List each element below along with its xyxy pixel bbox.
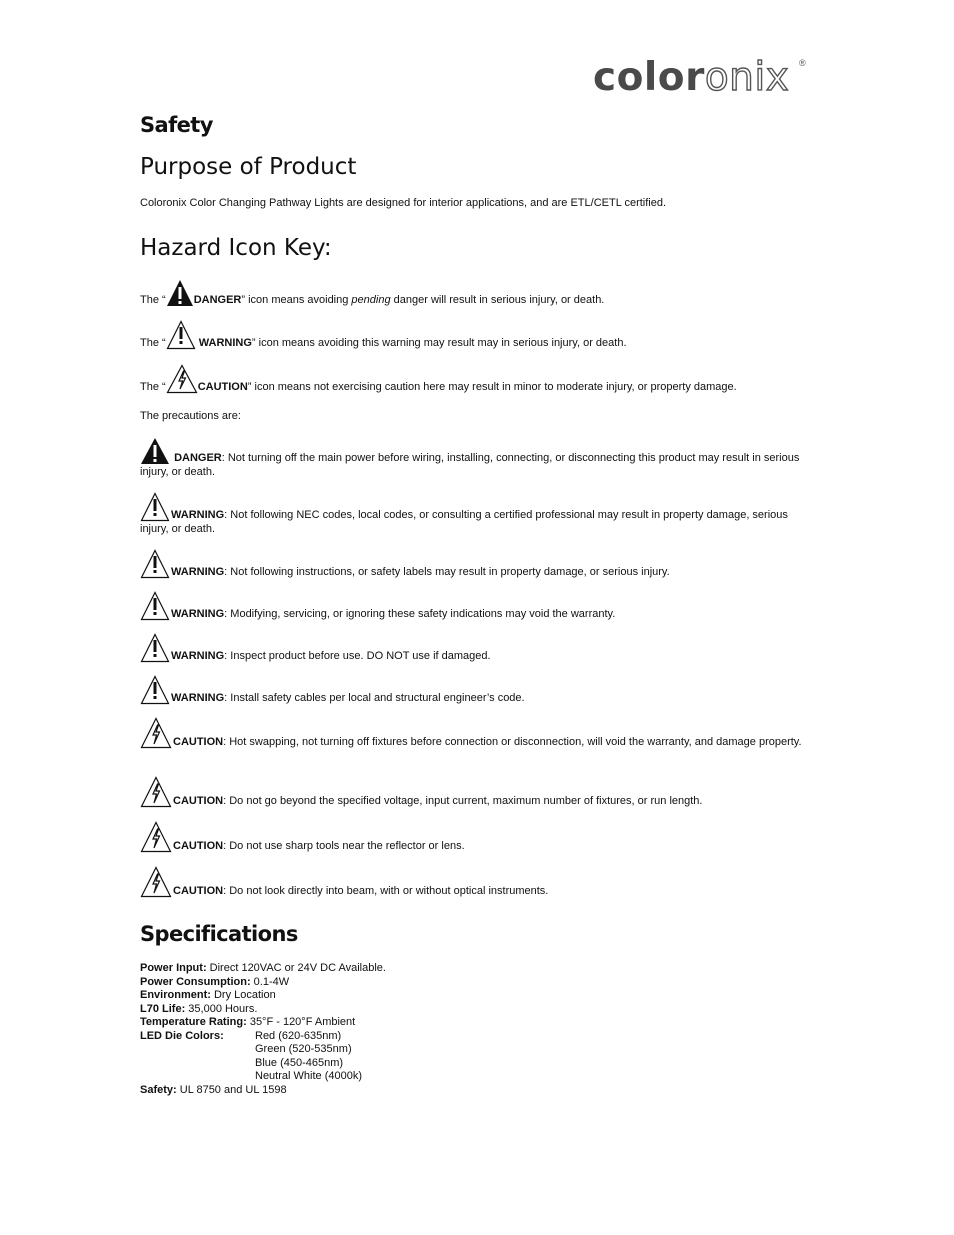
precaution-label: WARNING [171,566,225,578]
spec-led-colors: LED Die Colors: Red (620-635nm) [140,1029,342,1042]
precaution-text: : Not following instructions, or safety labels may result in property damage, or serious injury. [224,566,670,578]
key-danger-line: The “ DANGER” icon means avoiding pending danger will result in serious injury, or death. [140,279,604,307]
spec-environment: Environment: Dry Location [140,989,276,1001]
precaution-text: : Do not use sharp tools near the reflector or lens. [223,840,465,852]
purpose-heading: Purpose of Product [140,154,357,180]
precaution-warning [140,675,805,705]
precaution-text: : Inspect product before use. DO NOT use if damaged. [224,650,491,662]
precaution-label: WARNING [171,509,225,521]
spec-led-color: Blue (450-465nm) [255,1056,344,1069]
safety-heading: Safety [140,113,213,137]
precaution-text: : Install safety cables per local and structural engineer’s code. [224,692,525,704]
precaution-warning [140,492,805,536]
precaution-text: : Do not look directly into beam, with or without optical instruments. [223,885,549,897]
spec-led-color: Green (520-535nm) [255,1043,352,1055]
precaution-label: CAUTION [173,885,224,897]
precaution-label: WARNING [171,692,225,704]
warning-icon [140,549,170,579]
purpose-text: Coloronix Color Changing Pathway Lights are designed for interior applications, and are ETL/CETL certified. [140,197,667,209]
precaution-label: CAUTION [173,736,224,748]
precaution-caution [140,821,805,853]
spec-l70-life: L70 Life: 35,000 Hours. [140,1002,258,1015]
precautions-intro: The precautions are: [140,410,241,422]
caution-icon [140,776,172,808]
precaution-label: DANGER [174,452,222,464]
precaution-label: WARNING [171,650,225,662]
precaution-caution [140,776,805,808]
specifications-heading: Specifications [140,922,298,946]
coloronix-logo [593,55,813,100]
precaution-text: : Modifying, servicing, or ignoring these safety indications may void the warranty. [224,608,616,620]
precaution-danger [140,437,805,479]
precaution-text: : Do not go beyond the specified voltage, input current, maximum number of fixtures, or run length. [223,795,703,807]
spec-safety: Safety: UL 8750 and UL 1598 [140,1083,287,1096]
warning-icon [140,591,170,621]
caution-icon [140,821,172,853]
precaution-warning [140,549,805,579]
precaution-text: : Not turning off the main power before wiring, installing, connecting, or disconnecting this product may result in serious injury, or death. [140,452,800,478]
precaution-caution [140,866,805,898]
caution-icon [166,364,198,394]
precaution-warning [140,633,805,663]
registered-mark: ® [799,58,806,68]
precaution-label: CAUTION [173,840,224,852]
spec-led-color: Neutral White (4000k) [255,1070,362,1082]
warning-icon [140,633,170,663]
danger-icon [140,437,170,465]
precaution-label: CAUTION [173,795,224,807]
caution-icon [140,717,172,749]
spec-power-consumption: Power Consumption: 0.1-4W [140,975,290,988]
caution-icon [140,866,172,898]
precaution-text: : Hot swapping, not turning off fixtures before connection or disconnection, will void the warranty, and damage property. [223,736,802,748]
precaution-label: WARNING [171,608,225,620]
key-caution-line: The “ CAUTION” icon means not exercising caution here may result in minor to moderate injury, or property damage. [140,364,737,394]
precaution-text: : Not following NEC codes, local codes, or consulting a certified professional may result in property damage, serious injury, or death. [140,509,788,535]
spec-power-input: Power Input: Direct 120VAC or 24V DC Available. [140,962,386,974]
hazard-heading: Hazard Icon Key: [140,235,332,261]
precaution-warning [140,591,805,621]
specifications-list [140,962,386,1097]
danger-icon [166,279,194,307]
logo-wordmark: coloronix [593,55,790,100]
warning-icon [140,492,170,522]
spec-temperature: Temperature Rating: 35°F - 120°F Ambient [140,1016,356,1028]
warning-icon [166,320,196,350]
warning-icon [140,675,170,705]
precaution-caution [140,717,805,749]
key-warning-line: The “ WARNING” icon means avoiding this warning may result may in serious injury, or death. [140,320,627,350]
